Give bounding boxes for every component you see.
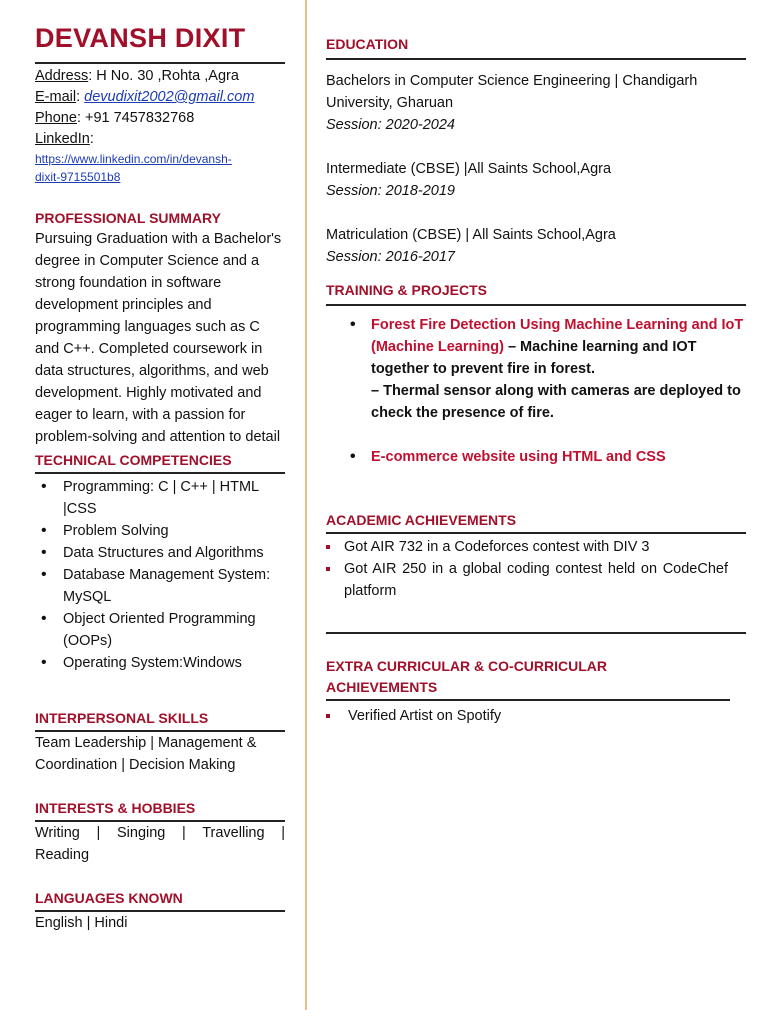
projects-title: TRAINING & PROJECTS bbox=[326, 282, 488, 298]
project-item bbox=[326, 314, 746, 424]
projects-rule bbox=[326, 304, 746, 306]
project-name: E-commerce website using HTML and CSS bbox=[371, 449, 666, 465]
list-item: Got AIR 250 in a global coding contest held on CodeChef platform bbox=[326, 558, 728, 602]
linkedin-line bbox=[35, 129, 285, 150]
project-item bbox=[326, 446, 746, 468]
extra-list bbox=[326, 705, 746, 727]
education-degree: Matriculation (CBSE) | All Saints School,Agra bbox=[326, 227, 616, 243]
academic-end-rule bbox=[326, 632, 746, 634]
summary-text: Pursuing Graduation with a Bachelor's degree in Computer Science and a strong foundation in software development principles and programming languages such as C and C++. Completed coursework in data structures, algorithms, and web development. Highly motivated and eager to learn, with a passion for problem-solving and attention to detail bbox=[35, 231, 282, 445]
name-rule bbox=[35, 62, 285, 64]
linkedin-label: LinkedIn bbox=[35, 131, 90, 147]
list-item: • Operating System:Windows bbox=[35, 652, 285, 674]
list-item: Verified Artist on Spotify bbox=[326, 705, 746, 727]
interpersonal-title: INTERPERSONAL SKILLS bbox=[35, 710, 209, 726]
summary-title: PROFESSIONAL SUMMARY bbox=[35, 210, 221, 226]
candidate-name: DEVANSH DIXIT bbox=[35, 23, 246, 53]
education-rule bbox=[326, 58, 746, 60]
list-item: • Object Oriented Programming (OOPs) bbox=[35, 608, 285, 652]
interpersonal-text: Team Leadership | Management & Coordination | Decision Making bbox=[35, 735, 257, 773]
extra-rule bbox=[326, 699, 730, 701]
email-link[interactable]: devudixit2002@gmail.com bbox=[84, 89, 255, 105]
linkedin-link[interactable] bbox=[35, 150, 285, 186]
education-entry bbox=[326, 158, 746, 202]
education-degree: Intermediate (CBSE) |All Saints School,Agra bbox=[326, 161, 612, 177]
education-entry bbox=[326, 70, 746, 136]
address-label: Address bbox=[35, 68, 89, 84]
extra-title: EXTRA CURRICULAR & CO-CURRICULAR ACHIEVEMENTS bbox=[326, 658, 608, 695]
education-entry bbox=[326, 224, 746, 268]
address-value: : H No. 30 ,Rohta ,Agra bbox=[88, 68, 239, 84]
list-item: • Database Management System: MySQL bbox=[35, 564, 285, 608]
list-item: • Programming: C | C++ | HTML |CSS bbox=[35, 476, 285, 520]
education-degree: Bachelors in Computer Science Engineering | Chandigarh University, Gharuan bbox=[326, 73, 698, 111]
technical-title: TECHNICAL COMPETENCIES bbox=[35, 452, 232, 468]
email-line: E-mail: devudixit2002@gmail.com bbox=[35, 89, 255, 105]
linkedin-url-line1[interactable]: https://www.linkedin.com/in/devansh- bbox=[35, 152, 232, 166]
languages-text: English | Hindi bbox=[35, 915, 128, 931]
phone-line bbox=[35, 108, 285, 129]
project-desc-1: – Machine learning and IOT together to prevent fire in forest. bbox=[371, 339, 697, 377]
academic-title: ACADEMIC ACHIEVEMENTS bbox=[326, 512, 517, 528]
list-item: Got AIR 732 in a Codeforces contest with DIV 3 bbox=[326, 536, 728, 558]
phone-value: : +91 7457832768 bbox=[76, 110, 195, 126]
education-session: Session: 2016-2017 bbox=[326, 249, 455, 265]
interests-text: Writing | Singing | Travelling | Reading bbox=[35, 825, 285, 863]
email-label: E-mail bbox=[35, 89, 77, 105]
linkedin-colon: : bbox=[89, 131, 94, 147]
list-item: • Data Structures and Algorithms bbox=[35, 542, 285, 564]
phone-label: Phone bbox=[35, 110, 77, 126]
project-name: Forest Fire Detection Using Machine Learning and IoT (Machine Learning) bbox=[371, 317, 744, 355]
linkedin-url-line2[interactable]: dixit-9715501b8 bbox=[35, 170, 121, 184]
right-column bbox=[326, 34, 746, 727]
technical-rule bbox=[35, 472, 285, 474]
education-title: EDUCATION bbox=[326, 36, 409, 52]
list-item: • Problem Solving bbox=[35, 520, 285, 542]
project-desc-2: – Thermal sensor along with cameras are deployed to check the presence of fire. bbox=[371, 383, 741, 421]
interests-title: INTERESTS & HOBBIES bbox=[35, 800, 196, 816]
left-column bbox=[35, 18, 285, 934]
projects-list bbox=[326, 314, 746, 468]
academic-rule bbox=[326, 532, 746, 534]
technical-list bbox=[35, 476, 285, 674]
languages-title: LANGUAGES KNOWN bbox=[35, 890, 183, 906]
education-session: Session: 2018-2019 bbox=[326, 183, 455, 199]
academic-list bbox=[326, 536, 728, 602]
address-line bbox=[35, 66, 285, 87]
column-divider bbox=[305, 0, 307, 1010]
education-session: Session: 2020-2024 bbox=[326, 117, 455, 133]
